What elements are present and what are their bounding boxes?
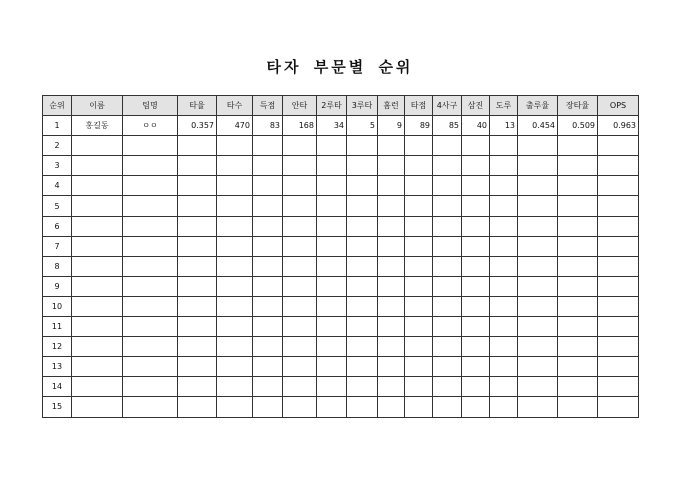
table-cell-obp xyxy=(518,176,558,196)
table-cell-doubles: 34 xyxy=(317,116,347,136)
table-cell-stolen-bases xyxy=(490,317,518,337)
table-cell-runs xyxy=(253,357,283,377)
table-cell-avg xyxy=(178,256,217,276)
table-cell-hits xyxy=(283,337,317,357)
table-cell-hits xyxy=(283,276,317,296)
table-cell-obp xyxy=(518,256,558,276)
table-cell-avg xyxy=(178,156,217,176)
table-cell-avg xyxy=(178,216,217,236)
table-cell-stolen-bases xyxy=(490,296,518,316)
table-cell-avg xyxy=(178,236,217,256)
table-cell-rbi: 89 xyxy=(405,116,433,136)
header-row xyxy=(43,96,639,116)
table-row xyxy=(43,256,639,276)
table-cell-stolen-bases xyxy=(490,216,518,236)
table-cell-runs xyxy=(253,256,283,276)
table-cell-at-bats xyxy=(217,296,253,316)
table-cell-rbi xyxy=(405,216,433,236)
table-cell-name xyxy=(72,136,123,156)
table-cell-ops xyxy=(598,136,639,156)
table-cell-runs xyxy=(253,276,283,296)
table-cell-rank: 2 xyxy=(43,136,72,156)
table-cell-doubles xyxy=(317,317,347,337)
table-cell-rank: 5 xyxy=(43,196,72,216)
table-cell-ops xyxy=(598,397,639,417)
table-row xyxy=(43,216,639,236)
table-cell-team xyxy=(123,397,178,417)
table-cell-home-runs xyxy=(378,357,405,377)
column-header-runs: 득점 xyxy=(253,96,283,116)
table-cell-doubles xyxy=(317,397,347,417)
table-cell-avg xyxy=(178,276,217,296)
table-cell-avg xyxy=(178,397,217,417)
table-cell-runs xyxy=(253,176,283,196)
table-cell-home-runs xyxy=(378,216,405,236)
table-cell-avg xyxy=(178,296,217,316)
table-cell-rbi xyxy=(405,276,433,296)
column-header-rbi: 타점 xyxy=(405,96,433,116)
table-cell-ops xyxy=(598,176,639,196)
table-cell-obp xyxy=(518,377,558,397)
table-cell-avg xyxy=(178,377,217,397)
table-cell-walks-hbp xyxy=(433,397,462,417)
table-cell-rank: 9 xyxy=(43,276,72,296)
table-cell-hits xyxy=(283,377,317,397)
table-cell-rbi xyxy=(405,317,433,337)
table-cell-strikeouts xyxy=(462,296,490,316)
table-row xyxy=(43,296,639,316)
table-cell-slg: 0.509 xyxy=(558,116,598,136)
table-cell-stolen-bases xyxy=(490,136,518,156)
table-cell-stolen-bases xyxy=(490,196,518,216)
table-cell-rbi xyxy=(405,337,433,357)
table-cell-triples xyxy=(347,216,378,236)
table-cell-ops xyxy=(598,256,639,276)
batting-ranking-table xyxy=(42,95,639,418)
table-cell-name xyxy=(72,196,123,216)
column-header-name: 이름 xyxy=(72,96,123,116)
table-cell-hits: 168 xyxy=(283,116,317,136)
table-cell-avg: 0.357 xyxy=(178,116,217,136)
table-cell-slg xyxy=(558,236,598,256)
table-cell-slg xyxy=(558,377,598,397)
table-cell-name xyxy=(72,276,123,296)
table-cell-slg xyxy=(558,276,598,296)
table-cell-slg xyxy=(558,296,598,316)
table-cell-stolen-bases xyxy=(490,156,518,176)
table-cell-name xyxy=(72,176,123,196)
table-cell-triples xyxy=(347,196,378,216)
table-cell-hits xyxy=(283,236,317,256)
table-cell-walks-hbp xyxy=(433,136,462,156)
table-cell-strikeouts xyxy=(462,357,490,377)
table-cell-hits xyxy=(283,176,317,196)
table-cell-triples xyxy=(347,136,378,156)
table-cell-team xyxy=(123,317,178,337)
table-cell-stolen-bases xyxy=(490,377,518,397)
table-row xyxy=(43,116,639,136)
table-cell-name: 홍길동 xyxy=(72,116,123,136)
table-cell-name xyxy=(72,256,123,276)
table-cell-hits xyxy=(283,357,317,377)
table-cell-doubles xyxy=(317,216,347,236)
table-cell-rbi xyxy=(405,256,433,276)
table-row xyxy=(43,176,639,196)
column-header-rank: 순위 xyxy=(43,96,72,116)
table-cell-obp xyxy=(518,276,558,296)
table-cell-runs xyxy=(253,377,283,397)
column-header-team: 팀명 xyxy=(123,96,178,116)
table-cell-at-bats xyxy=(217,276,253,296)
table-cell-home-runs xyxy=(378,397,405,417)
table-row xyxy=(43,357,639,377)
table-cell-obp xyxy=(518,357,558,377)
table-cell-doubles xyxy=(317,196,347,216)
table-cell-strikeouts xyxy=(462,337,490,357)
table-cell-ops xyxy=(598,377,639,397)
table-cell-team xyxy=(123,196,178,216)
table-cell-at-bats xyxy=(217,377,253,397)
column-header-triples: 3루타 xyxy=(347,96,378,116)
column-header-obp: 출루율 xyxy=(518,96,558,116)
table-cell-hits xyxy=(283,136,317,156)
table-cell-rbi xyxy=(405,357,433,377)
table-cell-walks-hbp: 85 xyxy=(433,116,462,136)
table-cell-at-bats xyxy=(217,136,253,156)
table-cell-runs xyxy=(253,337,283,357)
table-row xyxy=(43,397,639,417)
table-cell-rank: 11 xyxy=(43,317,72,337)
table-cell-hits xyxy=(283,397,317,417)
table-cell-ops xyxy=(598,337,639,357)
table-cell-avg xyxy=(178,136,217,156)
column-header-strikeouts: 삼진 xyxy=(462,96,490,116)
table-cell-walks-hbp xyxy=(433,377,462,397)
table-cell-team xyxy=(123,377,178,397)
table-cell-team xyxy=(123,296,178,316)
table-cell-ops xyxy=(598,236,639,256)
table-cell-ops xyxy=(598,196,639,216)
table-cell-team xyxy=(123,136,178,156)
table-cell-home-runs xyxy=(378,136,405,156)
table-cell-strikeouts xyxy=(462,156,490,176)
table-cell-hits xyxy=(283,256,317,276)
table-cell-walks-hbp xyxy=(433,317,462,337)
table-cell-name xyxy=(72,317,123,337)
table-cell-obp xyxy=(518,296,558,316)
table-cell-obp xyxy=(518,317,558,337)
table-cell-rank: 3 xyxy=(43,156,72,176)
table-cell-triples xyxy=(347,377,378,397)
table-row xyxy=(43,276,639,296)
table-cell-strikeouts xyxy=(462,276,490,296)
table-cell-triples xyxy=(347,397,378,417)
table-cell-home-runs xyxy=(378,176,405,196)
table-cell-home-runs xyxy=(378,377,405,397)
table-cell-stolen-bases xyxy=(490,397,518,417)
table-cell-walks-hbp xyxy=(433,276,462,296)
table-cell-team xyxy=(123,256,178,276)
column-header-at-bats: 타수 xyxy=(217,96,253,116)
table-cell-avg xyxy=(178,196,217,216)
table-cell-hits xyxy=(283,156,317,176)
table-cell-home-runs xyxy=(378,276,405,296)
table-cell-doubles xyxy=(317,256,347,276)
table-cell-obp xyxy=(518,236,558,256)
table-cell-ops xyxy=(598,216,639,236)
table-cell-name xyxy=(72,156,123,176)
table-cell-walks-hbp xyxy=(433,156,462,176)
table-cell-team xyxy=(123,337,178,357)
table-cell-team xyxy=(123,236,178,256)
table-cell-home-runs xyxy=(378,156,405,176)
table-cell-triples xyxy=(347,236,378,256)
table-cell-slg xyxy=(558,196,598,216)
table-row xyxy=(43,196,639,216)
page-title: 타자 부문별 순위 xyxy=(266,58,414,76)
table-cell-walks-hbp xyxy=(433,296,462,316)
table-cell-stolen-bases xyxy=(490,236,518,256)
table-cell-team xyxy=(123,276,178,296)
table-cell-rbi xyxy=(405,377,433,397)
table-cell-hits xyxy=(283,216,317,236)
table-cell-home-runs xyxy=(378,337,405,357)
table-row xyxy=(43,136,639,156)
table-cell-triples xyxy=(347,156,378,176)
table-cell-walks-hbp xyxy=(433,216,462,236)
table-cell-hits xyxy=(283,317,317,337)
table-cell-home-runs xyxy=(378,317,405,337)
table-cell-at-bats xyxy=(217,216,253,236)
table-cell-slg xyxy=(558,156,598,176)
table-cell-obp xyxy=(518,196,558,216)
table-cell-slg xyxy=(558,317,598,337)
table-cell-at-bats xyxy=(217,156,253,176)
table-row xyxy=(43,377,639,397)
table-cell-at-bats xyxy=(217,317,253,337)
table-cell-doubles xyxy=(317,136,347,156)
table-cell-at-bats xyxy=(217,196,253,216)
table-cell-team xyxy=(123,216,178,236)
table-cell-home-runs xyxy=(378,236,405,256)
table-cell-name xyxy=(72,337,123,357)
table-cell-name xyxy=(72,357,123,377)
table-cell-name xyxy=(72,377,123,397)
table-cell-walks-hbp xyxy=(433,236,462,256)
table-cell-ops xyxy=(598,357,639,377)
table-cell-home-runs xyxy=(378,296,405,316)
table-cell-runs xyxy=(253,236,283,256)
table-cell-at-bats: 470 xyxy=(217,116,253,136)
table-cell-obp xyxy=(518,156,558,176)
column-header-avg: 타율 xyxy=(178,96,217,116)
table-row xyxy=(43,317,639,337)
table-cell-rbi xyxy=(405,296,433,316)
table-cell-triples xyxy=(347,256,378,276)
table-cell-rank: 13 xyxy=(43,357,72,377)
table-cell-obp xyxy=(518,136,558,156)
table-cell-doubles xyxy=(317,156,347,176)
table-cell-rank: 1 xyxy=(43,116,72,136)
table-cell-doubles xyxy=(317,377,347,397)
table-cell-runs xyxy=(253,136,283,156)
table-cell-slg xyxy=(558,357,598,377)
table-cell-slg xyxy=(558,216,598,236)
table-cell-avg xyxy=(178,337,217,357)
table-cell-stolen-bases xyxy=(490,176,518,196)
table-cell-doubles xyxy=(317,236,347,256)
table-cell-doubles xyxy=(317,296,347,316)
table-cell-rank: 6 xyxy=(43,216,72,236)
table-row xyxy=(43,337,639,357)
table-cell-home-runs: 9 xyxy=(378,116,405,136)
table-cell-hits xyxy=(283,296,317,316)
table-cell-obp xyxy=(518,216,558,236)
table-cell-runs: 83 xyxy=(253,116,283,136)
table-cell-doubles xyxy=(317,276,347,296)
table-cell-walks-hbp xyxy=(433,357,462,377)
table-cell-rbi xyxy=(405,176,433,196)
table-cell-ops xyxy=(598,317,639,337)
table-cell-doubles xyxy=(317,176,347,196)
table-cell-team xyxy=(123,176,178,196)
table-cell-home-runs xyxy=(378,256,405,276)
table-cell-walks-hbp xyxy=(433,176,462,196)
table-cell-slg xyxy=(558,256,598,276)
column-header-hits: 안타 xyxy=(283,96,317,116)
table-cell-slg xyxy=(558,176,598,196)
table-cell-at-bats xyxy=(217,236,253,256)
table-cell-obp xyxy=(518,337,558,357)
table-cell-at-bats xyxy=(217,357,253,377)
column-header-ops: OPS xyxy=(598,96,639,116)
table-cell-name xyxy=(72,296,123,316)
table-cell-slg xyxy=(558,337,598,357)
table-cell-slg xyxy=(558,136,598,156)
table-cell-strikeouts xyxy=(462,256,490,276)
table-cell-rank: 7 xyxy=(43,236,72,256)
table-cell-triples: 5 xyxy=(347,116,378,136)
table-cell-rbi xyxy=(405,397,433,417)
column-header-slg: 장타율 xyxy=(558,96,598,116)
table-cell-strikeouts xyxy=(462,236,490,256)
table-cell-ops xyxy=(598,276,639,296)
table-cell-rank: 12 xyxy=(43,337,72,357)
table-cell-rank: 15 xyxy=(43,397,72,417)
table-cell-triples xyxy=(347,176,378,196)
column-header-stolen-bases: 도루 xyxy=(490,96,518,116)
table-cell-rank: 4 xyxy=(43,176,72,196)
table-cell-rbi xyxy=(405,156,433,176)
table-cell-obp: 0.454 xyxy=(518,116,558,136)
table-cell-rank: 8 xyxy=(43,256,72,276)
table-cell-at-bats xyxy=(217,337,253,357)
table-cell-rbi xyxy=(405,196,433,216)
table-cell-stolen-bases: 13 xyxy=(490,116,518,136)
table-cell-rank: 14 xyxy=(43,377,72,397)
table-cell-walks-hbp xyxy=(433,196,462,216)
table-cell-runs xyxy=(253,317,283,337)
table-cell-runs xyxy=(253,216,283,236)
table-cell-ops: 0.963 xyxy=(598,116,639,136)
table-cell-strikeouts xyxy=(462,317,490,337)
table-cell-avg xyxy=(178,357,217,377)
table-cell-avg xyxy=(178,317,217,337)
column-header-walks-hbp: 4사구 xyxy=(433,96,462,116)
table-cell-doubles xyxy=(317,337,347,357)
table-cell-team xyxy=(123,357,178,377)
table-row xyxy=(43,156,639,176)
table-cell-strikeouts xyxy=(462,176,490,196)
table-cell-strikeouts xyxy=(462,196,490,216)
table-cell-rbi xyxy=(405,136,433,156)
table-cell-strikeouts xyxy=(462,397,490,417)
table-cell-strikeouts: 40 xyxy=(462,116,490,136)
table-cell-runs xyxy=(253,156,283,176)
table-cell-name xyxy=(72,236,123,256)
table-cell-rank: 10 xyxy=(43,296,72,316)
table-cell-triples xyxy=(347,357,378,377)
table-cell-stolen-bases xyxy=(490,256,518,276)
table-cell-team xyxy=(123,156,178,176)
table-cell-triples xyxy=(347,317,378,337)
table-cell-home-runs xyxy=(378,196,405,216)
table-cell-ops xyxy=(598,296,639,316)
table-cell-hits xyxy=(283,196,317,216)
table-cell-runs xyxy=(253,296,283,316)
table-cell-at-bats xyxy=(217,256,253,276)
table-cell-walks-hbp xyxy=(433,337,462,357)
table-cell-ops xyxy=(598,156,639,176)
table-cell-name xyxy=(72,397,123,417)
table-cell-obp xyxy=(518,397,558,417)
table-cell-strikeouts xyxy=(462,377,490,397)
table-row xyxy=(43,236,639,256)
table-cell-runs xyxy=(253,196,283,216)
table-cell-walks-hbp xyxy=(433,256,462,276)
table-cell-stolen-bases xyxy=(490,276,518,296)
table-cell-avg xyxy=(178,176,217,196)
table-cell-stolen-bases xyxy=(490,357,518,377)
table-cell-team: ㅇㅇ xyxy=(123,116,178,136)
table-cell-stolen-bases xyxy=(490,337,518,357)
table-cell-at-bats xyxy=(217,176,253,196)
column-header-doubles: 2루타 xyxy=(317,96,347,116)
table-cell-strikeouts xyxy=(462,216,490,236)
table-cell-rbi xyxy=(405,236,433,256)
column-header-home-runs: 홈런 xyxy=(378,96,405,116)
table-cell-triples xyxy=(347,296,378,316)
table-cell-triples xyxy=(347,276,378,296)
table-cell-slg xyxy=(558,397,598,417)
table-cell-name xyxy=(72,216,123,236)
table-cell-doubles xyxy=(317,357,347,377)
table-cell-triples xyxy=(347,337,378,357)
table-cell-strikeouts xyxy=(462,136,490,156)
table-cell-runs xyxy=(253,397,283,417)
table-cell-at-bats xyxy=(217,397,253,417)
